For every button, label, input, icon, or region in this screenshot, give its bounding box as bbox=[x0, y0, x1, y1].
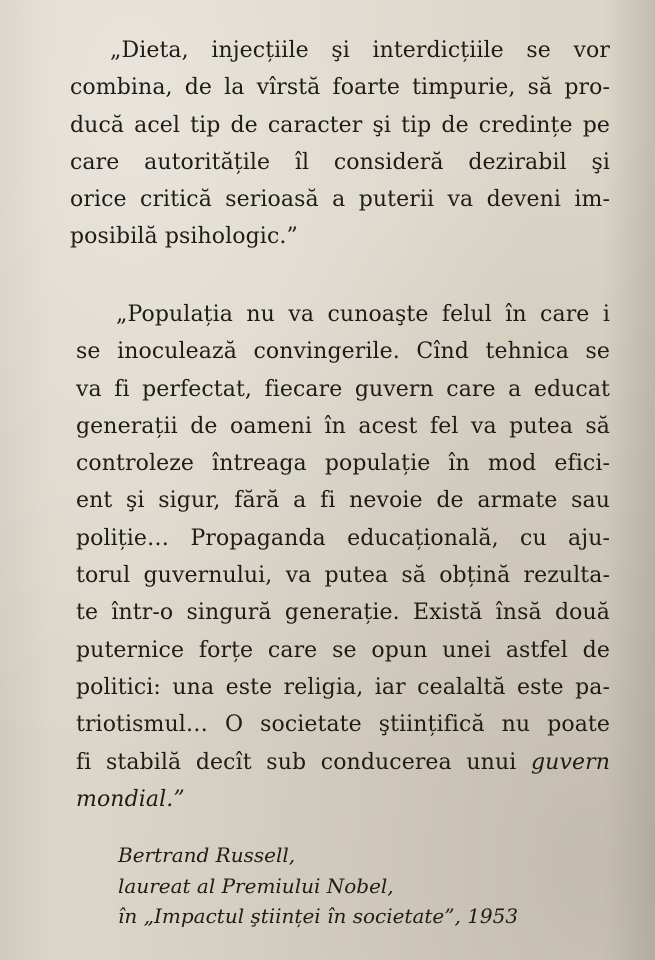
text-line: orice critică serioasă a puterii va deveni im- bbox=[70, 187, 610, 213]
quote-paragraph-2 bbox=[76, 296, 610, 818]
text-line: va fi perfectat, fiecare guvern care a educat bbox=[76, 376, 610, 402]
text-line: mondial.” bbox=[76, 786, 185, 812]
text-line: politici: una este religia, iar cealaltă este pa- bbox=[76, 674, 610, 700]
text-line: ducă acel tip de caracter şi tip de credințe pe bbox=[70, 112, 610, 138]
italic-word: guvern bbox=[531, 749, 610, 775]
text-line: „Dieta, injecțiile şi interdicțiile se vor bbox=[110, 38, 610, 63]
text-line: poliție… Propaganda educațională, cu aju- bbox=[76, 525, 610, 551]
source-citation: în „Impactul ştiinței în societate”, 1953 bbox=[118, 904, 519, 928]
text-line: generații de oameni în acest fel va putea să bbox=[76, 413, 610, 439]
text-line: „Populația nu va cunoaşte felul în care i bbox=[116, 302, 610, 327]
text-line: triotismul… O societate ştiințifică nu poate bbox=[76, 712, 610, 738]
text-line: controleze întreaga populație în mod efici- bbox=[76, 451, 610, 477]
attribution bbox=[118, 840, 518, 932]
text-line: torul guvernului, va putea să obțină rezulta- bbox=[76, 563, 610, 589]
text-line: combina, de la vîrstă foarte timpurie, să pro- bbox=[70, 75, 610, 101]
text-line: ent şi sigur, fără a fi nevoie de armate sau bbox=[76, 488, 610, 514]
author-name: Bertrand Russell, bbox=[118, 843, 296, 867]
author-title: laureat al Premiului Nobel, bbox=[118, 873, 394, 898]
quote-paragraph-1 bbox=[70, 32, 610, 256]
text-line: posibilă psihologic.” bbox=[70, 224, 298, 250]
text-fragment: fi stabilă decît sub conducerea unui bbox=[76, 749, 517, 775]
text-line bbox=[76, 744, 610, 781]
text-line: care autoritățile îl consideră dezirabil şi bbox=[70, 149, 610, 175]
text-line: se inoculează convingerile. Cînd tehnica se bbox=[76, 339, 610, 365]
text-line: te într-o singură generație. Există însă două bbox=[76, 600, 610, 626]
text-line: puternice forțe care se opun unei astfel de bbox=[76, 637, 610, 663]
